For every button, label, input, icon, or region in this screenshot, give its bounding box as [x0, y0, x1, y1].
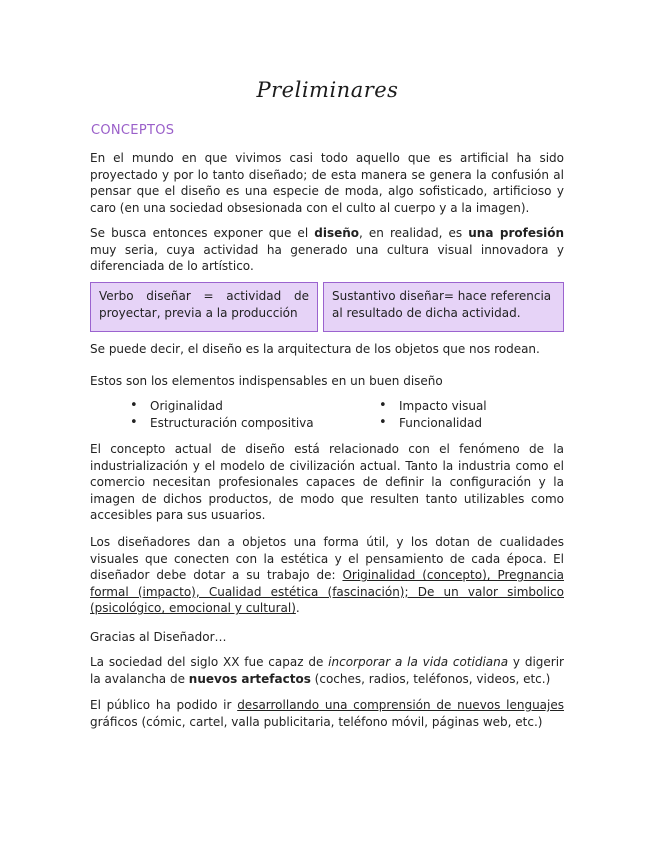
bold-term-design: diseño [314, 226, 360, 240]
list-item: • Estructuración compositiva [130, 415, 314, 432]
text-run: Se busca entonces exponer que el [90, 226, 315, 240]
elements-list-left [130, 398, 314, 431]
text-run: muy seria, cuya actividad ha generado una cultura visual innovadora y diferenciada de lo artístico. [90, 242, 564, 274]
text-run: Los diseñadores dan a objetos una forma útil, y los dotan de cualidades visuales que conecten con la estética y el pensamiento de cada época. El diseñador debe dotar a su trabajo de: [90, 535, 564, 583]
paragraph-thanks: Gracias al Diseñador… [90, 630, 227, 644]
paragraph-elements-intro: Estos son los elementos indispensables en un buen diseño [90, 374, 443, 388]
bold-term-artifacts: nuevos artefactos [188, 671, 311, 686]
text-run: La sociedad del siglo XX fue capaz de [90, 655, 329, 669]
text-run: gráficos (cómic, cartel, valla publicitaria, teléfono móvil, páginas web, etc.) [90, 714, 543, 729]
elements-list-right [379, 398, 487, 431]
underlined-qualities: Originalidad (concepto), Pregnancia formal (impacto), Cualidad estética (fascinación); De un valor simbolico (psicológico, emocional y cultural) [90, 568, 565, 616]
list-item: • Originalidad [130, 398, 314, 415]
list-item: • Impacto visual [379, 398, 487, 415]
text-run: y digerir la avalancha de [90, 655, 564, 686]
definition-box-verb: Verbo diseñar = actividad de proyectar, previa a la producción [90, 282, 318, 332]
page-title: Preliminares [256, 78, 399, 102]
text-run: . [295, 601, 300, 616]
paragraph-profession [90, 225, 564, 275]
text-run: El público ha podido ir [90, 698, 238, 712]
underlined-phrase: desarrollando una comprensión de nuevos lenguajes [237, 698, 565, 712]
italic-phrase: incorporar a la vida cotidiana [328, 655, 509, 669]
text-run: , en realidad, es [359, 226, 469, 240]
paragraph-society [90, 654, 564, 687]
bold-term-profession: una profesión [468, 226, 565, 240]
section-heading: CONCEPTOS [91, 123, 175, 138]
paragraph-intro: En el mundo en que vivimos casi todo aquello que es artificial ha sido proyectado y por lo tanto diseñado; de esta manera se genera la confusión al pensar que el diseño es una especie de moda, algo sofisticado, artificioso y caro (en una sociedad obsesionada con el culto al cuerpo y a la imagen). [90, 151, 564, 215]
paragraph-designers [90, 534, 564, 617]
paragraph-industrialization: El concepto actual de diseño está relacionado con el fenómeno de la industrialización y el modelo de civilización actual. Tanto la industria como el comercio necesitan profesionales capaces de definir la configuración y la imagen de dichos productos, de modo que resulten tanto utilizables como accesibles para sus usuarios. [90, 442, 564, 523]
definition-box-noun: Sustantivo diseñar= hace referencia al resultado de dicha actividad. [323, 282, 564, 332]
paragraph-public [90, 697, 564, 730]
list-item: • Funcionalidad [379, 415, 487, 432]
text-run: (coches, radios, teléfonos, videos, etc.) [310, 671, 551, 686]
paragraph-architecture: Se puede decir, el diseño es la arquitectura de los objetos que nos rodean. [90, 342, 540, 356]
